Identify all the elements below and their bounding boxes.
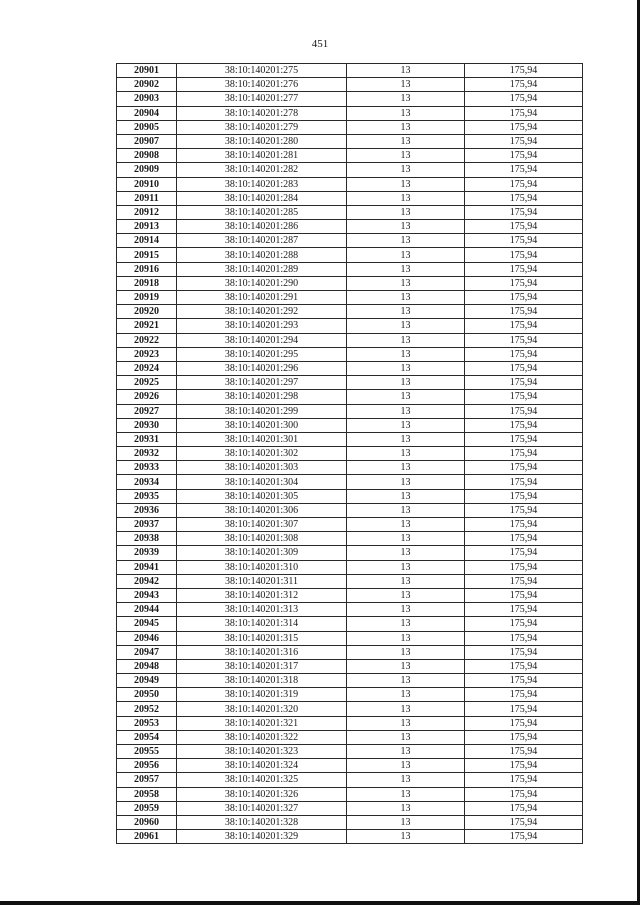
- value-cell: 175,94: [465, 461, 583, 475]
- cadastral-number-cell: 38:10:140201:277: [177, 92, 347, 106]
- cadastral-number-cell: 38:10:140201:307: [177, 518, 347, 532]
- value-cell: 175,94: [465, 560, 583, 574]
- row-number-cell: 20935: [117, 489, 177, 503]
- row-number-cell: 20925: [117, 376, 177, 390]
- table-row: [117, 134, 583, 148]
- code-cell: 13: [347, 262, 465, 276]
- cadastral-number-cell: 38:10:140201:282: [177, 163, 347, 177]
- value-cell: 175,94: [465, 674, 583, 688]
- code-cell: 13: [347, 276, 465, 290]
- table-row: [117, 64, 583, 78]
- cadastral-number-cell: 38:10:140201:326: [177, 787, 347, 801]
- value-cell: 175,94: [465, 603, 583, 617]
- table-row: [117, 390, 583, 404]
- value-cell: 175,94: [465, 745, 583, 759]
- cadastral-number-cell: 38:10:140201:320: [177, 702, 347, 716]
- code-cell: 13: [347, 546, 465, 560]
- table-row: [117, 319, 583, 333]
- code-cell: 13: [347, 674, 465, 688]
- cadastral-number-cell: 38:10:140201:315: [177, 631, 347, 645]
- row-number-cell: 20953: [117, 716, 177, 730]
- scan-edge-bottom: [0, 901, 640, 905]
- code-cell: 13: [347, 518, 465, 532]
- value-cell: 175,94: [465, 617, 583, 631]
- value-cell: 175,94: [465, 631, 583, 645]
- cadastral-number-cell: 38:10:140201:305: [177, 489, 347, 503]
- code-cell: 13: [347, 333, 465, 347]
- row-number-cell: 20952: [117, 702, 177, 716]
- code-cell: 13: [347, 319, 465, 333]
- cadastral-number-cell: 38:10:140201:304: [177, 475, 347, 489]
- value-cell: 175,94: [465, 532, 583, 546]
- cadastral-number-cell: 38:10:140201:323: [177, 745, 347, 759]
- table-row: [117, 787, 583, 801]
- row-number-cell: 20937: [117, 518, 177, 532]
- code-cell: 13: [347, 92, 465, 106]
- code-cell: 13: [347, 248, 465, 262]
- cadastral-number-cell: 38:10:140201:297: [177, 376, 347, 390]
- cadastral-number-cell: 38:10:140201:303: [177, 461, 347, 475]
- row-number-cell: 20924: [117, 361, 177, 375]
- cadastral-number-cell: 38:10:140201:312: [177, 588, 347, 602]
- code-cell: 13: [347, 688, 465, 702]
- value-cell: 175,94: [465, 773, 583, 787]
- row-number-cell: 20901: [117, 64, 177, 78]
- row-number-cell: 20914: [117, 234, 177, 248]
- code-cell: 13: [347, 801, 465, 815]
- table-row: [117, 447, 583, 461]
- code-cell: 13: [347, 631, 465, 645]
- code-cell: 13: [347, 532, 465, 546]
- code-cell: 13: [347, 588, 465, 602]
- cadastral-number-cell: 38:10:140201:289: [177, 262, 347, 276]
- value-cell: 175,94: [465, 503, 583, 517]
- code-cell: 13: [347, 815, 465, 829]
- cadastral-number-cell: 38:10:140201:329: [177, 830, 347, 844]
- value-cell: 175,94: [465, 489, 583, 503]
- table-row: [117, 78, 583, 92]
- code-cell: 13: [347, 305, 465, 319]
- code-cell: 13: [347, 432, 465, 446]
- value-cell: 175,94: [465, 645, 583, 659]
- table-row: [117, 830, 583, 844]
- value-cell: 175,94: [465, 404, 583, 418]
- code-cell: 13: [347, 291, 465, 305]
- row-number-cell: 20927: [117, 404, 177, 418]
- code-cell: 13: [347, 106, 465, 120]
- cadastral-number-cell: 38:10:140201:286: [177, 220, 347, 234]
- code-cell: 13: [347, 120, 465, 134]
- cadastral-number-cell: 38:10:140201:278: [177, 106, 347, 120]
- cadastral-number-cell: 38:10:140201:313: [177, 603, 347, 617]
- code-cell: 13: [347, 376, 465, 390]
- cadastral-number-cell: 38:10:140201:317: [177, 659, 347, 673]
- table-row: [117, 617, 583, 631]
- cadastral-number-cell: 38:10:140201:308: [177, 532, 347, 546]
- value-cell: 175,94: [465, 702, 583, 716]
- cadastral-number-cell: 38:10:140201:276: [177, 78, 347, 92]
- table-row: [117, 773, 583, 787]
- table-row: [117, 205, 583, 219]
- row-number-cell: 20942: [117, 574, 177, 588]
- code-cell: 13: [347, 716, 465, 730]
- value-cell: 175,94: [465, 716, 583, 730]
- value-cell: 175,94: [465, 574, 583, 588]
- code-cell: 13: [347, 730, 465, 744]
- value-cell: 175,94: [465, 177, 583, 191]
- code-cell: 13: [347, 475, 465, 489]
- row-number-cell: 20932: [117, 447, 177, 461]
- row-number-cell: 20949: [117, 674, 177, 688]
- value-cell: 175,94: [465, 475, 583, 489]
- table-row: [117, 574, 583, 588]
- cadastral-number-cell: 38:10:140201:281: [177, 149, 347, 163]
- row-number-cell: 20922: [117, 333, 177, 347]
- row-number-cell: 20911: [117, 191, 177, 205]
- value-cell: 175,94: [465, 830, 583, 844]
- cadastral-number-cell: 38:10:140201:298: [177, 390, 347, 404]
- code-cell: 13: [347, 447, 465, 461]
- row-number-cell: 20930: [117, 418, 177, 432]
- row-number-cell: 20946: [117, 631, 177, 645]
- cadastral-number-cell: 38:10:140201:279: [177, 120, 347, 134]
- table-row: [117, 291, 583, 305]
- code-cell: 13: [347, 234, 465, 248]
- table-row: [117, 518, 583, 532]
- value-cell: 175,94: [465, 801, 583, 815]
- code-cell: 13: [347, 390, 465, 404]
- table-row: [117, 347, 583, 361]
- table-row: [117, 234, 583, 248]
- cadastral-number-cell: 38:10:140201:294: [177, 333, 347, 347]
- code-cell: 13: [347, 503, 465, 517]
- table-row: [117, 759, 583, 773]
- table-row: [117, 716, 583, 730]
- cadastral-number-cell: 38:10:140201:300: [177, 418, 347, 432]
- cadastral-number-cell: 38:10:140201:284: [177, 191, 347, 205]
- value-cell: 175,94: [465, 220, 583, 234]
- row-number-cell: 20909: [117, 163, 177, 177]
- code-cell: 13: [347, 361, 465, 375]
- value-cell: 175,94: [465, 347, 583, 361]
- table-row: [117, 92, 583, 106]
- value-cell: 175,94: [465, 815, 583, 829]
- code-cell: 13: [347, 347, 465, 361]
- value-cell: 175,94: [465, 64, 583, 78]
- cadastral-number-cell: 38:10:140201:322: [177, 730, 347, 744]
- value-cell: 175,94: [465, 432, 583, 446]
- table-row: [117, 305, 583, 319]
- row-number-cell: 20903: [117, 92, 177, 106]
- row-number-cell: 20950: [117, 688, 177, 702]
- table-row: [117, 376, 583, 390]
- value-cell: 175,94: [465, 787, 583, 801]
- value-cell: 175,94: [465, 518, 583, 532]
- value-cell: 175,94: [465, 688, 583, 702]
- row-number-cell: 20947: [117, 645, 177, 659]
- page-number: 451: [311, 38, 329, 50]
- value-cell: 175,94: [465, 659, 583, 673]
- value-cell: 175,94: [465, 134, 583, 148]
- cadastral-number-cell: 38:10:140201:327: [177, 801, 347, 815]
- code-cell: 13: [347, 149, 465, 163]
- table-row: [117, 163, 583, 177]
- value-cell: 175,94: [465, 149, 583, 163]
- code-cell: 13: [347, 134, 465, 148]
- value-cell: 175,94: [465, 163, 583, 177]
- code-cell: 13: [347, 830, 465, 844]
- cadastral-number-cell: 38:10:140201:280: [177, 134, 347, 148]
- code-cell: 13: [347, 574, 465, 588]
- table-row: [117, 688, 583, 702]
- value-cell: 175,94: [465, 390, 583, 404]
- cadastral-number-cell: 38:10:140201:296: [177, 361, 347, 375]
- row-number-cell: 20913: [117, 220, 177, 234]
- row-number-cell: 20923: [117, 347, 177, 361]
- code-cell: 13: [347, 773, 465, 787]
- table-row: [117, 262, 583, 276]
- cadastral-number-cell: 38:10:140201:325: [177, 773, 347, 787]
- value-cell: 175,94: [465, 276, 583, 290]
- row-number-cell: 20948: [117, 659, 177, 673]
- row-number-cell: 20938: [117, 532, 177, 546]
- row-number-cell: 20910: [117, 177, 177, 191]
- value-cell: 175,94: [465, 305, 583, 319]
- code-cell: 13: [347, 78, 465, 92]
- table-row: [117, 106, 583, 120]
- table-row: [117, 815, 583, 829]
- code-cell: 13: [347, 205, 465, 219]
- cadastral-number-cell: 38:10:140201:293: [177, 319, 347, 333]
- value-cell: 175,94: [465, 376, 583, 390]
- code-cell: 13: [347, 759, 465, 773]
- table-row: [117, 149, 583, 163]
- table-row: [117, 532, 583, 546]
- row-number-cell: 20961: [117, 830, 177, 844]
- value-cell: 175,94: [465, 78, 583, 92]
- table-row: [117, 588, 583, 602]
- table-row: [117, 659, 583, 673]
- row-number-cell: 20908: [117, 149, 177, 163]
- value-cell: 175,94: [465, 730, 583, 744]
- row-number-cell: 20921: [117, 319, 177, 333]
- value-cell: 175,94: [465, 291, 583, 305]
- table-row: [117, 276, 583, 290]
- code-cell: 13: [347, 603, 465, 617]
- row-number-cell: 20920: [117, 305, 177, 319]
- table-row: [117, 745, 583, 759]
- value-cell: 175,94: [465, 120, 583, 134]
- table-row: [117, 432, 583, 446]
- table-row: [117, 603, 583, 617]
- code-cell: 13: [347, 787, 465, 801]
- value-cell: 175,94: [465, 759, 583, 773]
- row-number-cell: 20933: [117, 461, 177, 475]
- cadastral-number-cell: 38:10:140201:285: [177, 205, 347, 219]
- value-cell: 175,94: [465, 92, 583, 106]
- table-row: [117, 801, 583, 815]
- row-number-cell: 20941: [117, 560, 177, 574]
- row-number-cell: 20915: [117, 248, 177, 262]
- row-number-cell: 20931: [117, 432, 177, 446]
- row-number-cell: 20907: [117, 134, 177, 148]
- table-row: [117, 404, 583, 418]
- table-row: [117, 461, 583, 475]
- value-cell: 175,94: [465, 106, 583, 120]
- value-cell: 175,94: [465, 248, 583, 262]
- row-number-cell: 20926: [117, 390, 177, 404]
- table-row: [117, 191, 583, 205]
- cadastral-number-cell: 38:10:140201:291: [177, 291, 347, 305]
- table-row: [117, 177, 583, 191]
- table-row: [117, 248, 583, 262]
- cadastral-number-cell: 38:10:140201:309: [177, 546, 347, 560]
- code-cell: 13: [347, 404, 465, 418]
- cadastral-number-cell: 38:10:140201:283: [177, 177, 347, 191]
- row-number-cell: 20904: [117, 106, 177, 120]
- row-number-cell: 20959: [117, 801, 177, 815]
- value-cell: 175,94: [465, 447, 583, 461]
- cadastral-number-cell: 38:10:140201:316: [177, 645, 347, 659]
- table-row: [117, 702, 583, 716]
- table-row: [117, 560, 583, 574]
- table-row: [117, 220, 583, 234]
- cadastral-number-cell: 38:10:140201:310: [177, 560, 347, 574]
- cadastral-number-cell: 38:10:140201:324: [177, 759, 347, 773]
- value-cell: 175,94: [465, 262, 583, 276]
- value-cell: 175,94: [465, 418, 583, 432]
- table-row: [117, 120, 583, 134]
- code-cell: 13: [347, 745, 465, 759]
- row-number-cell: 20916: [117, 262, 177, 276]
- code-cell: 13: [347, 418, 465, 432]
- table-row: [117, 730, 583, 744]
- row-number-cell: 20957: [117, 773, 177, 787]
- cadastral-number-cell: 38:10:140201:321: [177, 716, 347, 730]
- row-number-cell: 20954: [117, 730, 177, 744]
- code-cell: 13: [347, 489, 465, 503]
- row-number-cell: 20945: [117, 617, 177, 631]
- value-cell: 175,94: [465, 205, 583, 219]
- cadastral-number-cell: 38:10:140201:314: [177, 617, 347, 631]
- code-cell: 13: [347, 177, 465, 191]
- row-number-cell: 20960: [117, 815, 177, 829]
- cadastral-number-cell: 38:10:140201:306: [177, 503, 347, 517]
- cadastral-number-cell: 38:10:140201:302: [177, 447, 347, 461]
- row-number-cell: 20939: [117, 546, 177, 560]
- cadastral-number-cell: 38:10:140201:292: [177, 305, 347, 319]
- value-cell: 175,94: [465, 546, 583, 560]
- row-number-cell: 20919: [117, 291, 177, 305]
- code-cell: 13: [347, 191, 465, 205]
- table-row: [117, 489, 583, 503]
- table-row: [117, 674, 583, 688]
- row-number-cell: 20944: [117, 603, 177, 617]
- table-row: [117, 503, 583, 517]
- cadastral-number-cell: 38:10:140201:275: [177, 64, 347, 78]
- cadastral-number-cell: 38:10:140201:299: [177, 404, 347, 418]
- row-number-cell: 20936: [117, 503, 177, 517]
- table-row: [117, 546, 583, 560]
- value-cell: 175,94: [465, 191, 583, 205]
- cadastral-number-cell: 38:10:140201:318: [177, 674, 347, 688]
- value-cell: 175,94: [465, 588, 583, 602]
- cadastral-number-cell: 38:10:140201:319: [177, 688, 347, 702]
- row-number-cell: 20958: [117, 787, 177, 801]
- cadastral-number-cell: 38:10:140201:311: [177, 574, 347, 588]
- row-number-cell: 20956: [117, 759, 177, 773]
- value-cell: 175,94: [465, 234, 583, 248]
- table-row: [117, 475, 583, 489]
- code-cell: 13: [347, 702, 465, 716]
- row-number-cell: 20955: [117, 745, 177, 759]
- code-cell: 13: [347, 645, 465, 659]
- code-cell: 13: [347, 64, 465, 78]
- code-cell: 13: [347, 560, 465, 574]
- value-cell: 175,94: [465, 333, 583, 347]
- table-row: [117, 645, 583, 659]
- code-cell: 13: [347, 163, 465, 177]
- cadastral-number-cell: 38:10:140201:301: [177, 432, 347, 446]
- table-body: [117, 64, 583, 844]
- table-row: [117, 361, 583, 375]
- row-number-cell: 20918: [117, 276, 177, 290]
- cadastral-number-cell: 38:10:140201:295: [177, 347, 347, 361]
- value-cell: 175,94: [465, 361, 583, 375]
- cadastral-number-cell: 38:10:140201:290: [177, 276, 347, 290]
- cadastral-number-cell: 38:10:140201:328: [177, 815, 347, 829]
- row-number-cell: 20902: [117, 78, 177, 92]
- table-row: [117, 631, 583, 645]
- table-row: [117, 418, 583, 432]
- cadastral-number-cell: 38:10:140201:288: [177, 248, 347, 262]
- row-number-cell: 20943: [117, 588, 177, 602]
- code-cell: 13: [347, 659, 465, 673]
- register-table: [116, 63, 583, 844]
- table-row: [117, 333, 583, 347]
- code-cell: 13: [347, 220, 465, 234]
- cadastral-number-cell: 38:10:140201:287: [177, 234, 347, 248]
- code-cell: 13: [347, 617, 465, 631]
- row-number-cell: 20934: [117, 475, 177, 489]
- row-number-cell: 20905: [117, 120, 177, 134]
- row-number-cell: 20912: [117, 205, 177, 219]
- code-cell: 13: [347, 461, 465, 475]
- value-cell: 175,94: [465, 319, 583, 333]
